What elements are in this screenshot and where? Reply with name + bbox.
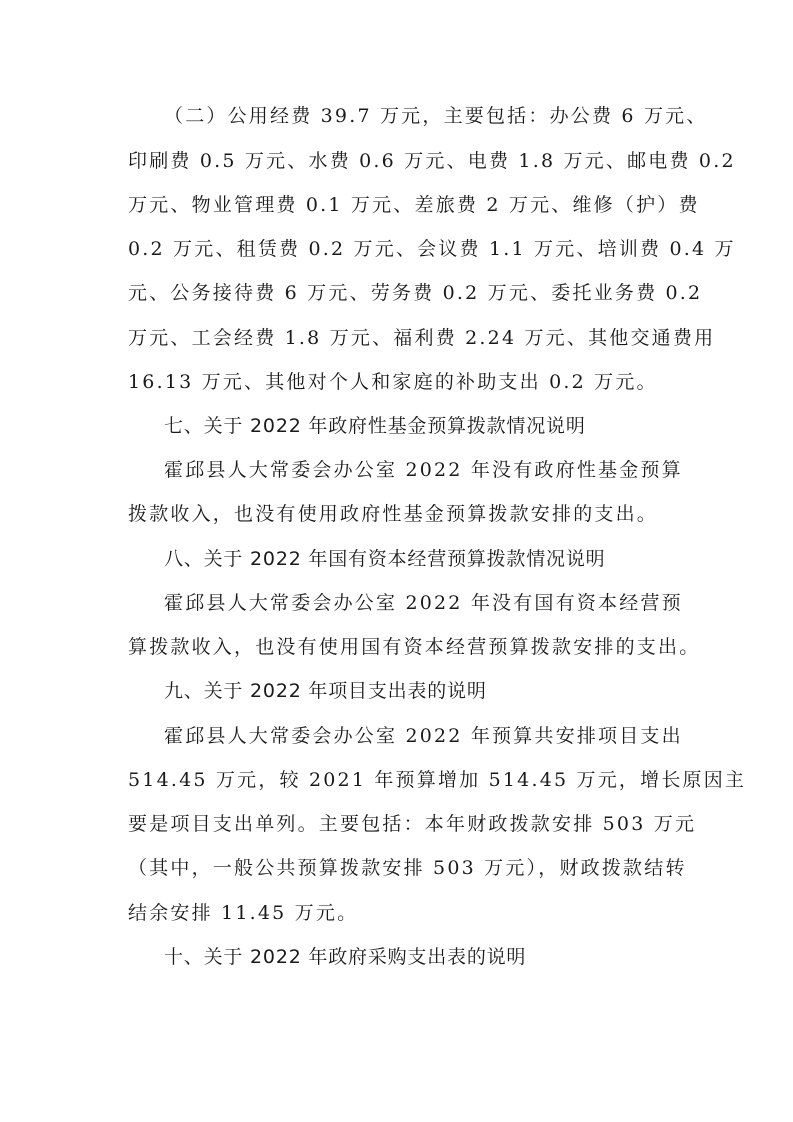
public-funds-line-7: 16.13 万元、其他对个人和家庭的补助支出 0.2 万元。: [128, 371, 658, 393]
public-funds-line-6: 万元、工会经费 1.8 万元、福利费 2.24 万元、其他交通费用: [128, 327, 716, 349]
section-10-heading: 十、关于 2022 年政府采购支出表的说明: [164, 946, 527, 968]
section-8-heading: 八、关于 2022 年国有资本经营预算拨款情况说明: [164, 548, 606, 570]
public-funds-line-5: 元、公务接待费 6 万元、劳务费 0.2 万元、委托业务费 0.2: [128, 282, 703, 304]
section-9-line-5: 结余安排 11.45 万元。: [128, 902, 359, 924]
section-7-line-1: 霍邱县人大常委会办公室 2022 年没有政府性基金预算: [164, 459, 683, 481]
section-9-line-3: 要是项目支出单列。主要包括：本年财政拨款安排 503 万元: [128, 813, 697, 835]
section-9-line-2: 514.45 万元，较 2021 年预算增加 514.45 万元，增长原因主: [128, 769, 747, 791]
public-funds-line-3: 万元、物业管理费 0.1 万元、差旅费 2 万元、维修（护）费: [128, 194, 700, 216]
public-funds-line-2: 印刷费 0.5 万元、水费 0.6 万元、电费 1.8 万元、邮电费 0.2: [128, 150, 736, 172]
public-funds-line-1: （二）公用经费 39.7 万元，主要包括：办公费 6 万元、: [164, 105, 708, 127]
section-9-heading: 九、关于 2022 年项目支出表的说明: [164, 680, 487, 702]
section-8-line-2: 算拨款收入，也没有使用国有资本经营预算拨款安排的支出。: [128, 636, 701, 658]
public-funds-line-4: 0.2 万元、租赁费 0.2 万元、会议费 1.1 万元、培训费 0.4 万: [128, 238, 736, 260]
section-9-line-4: （其中，一般公共预算拨款安排 503 万元），财政拨款结转: [128, 857, 687, 879]
section-7-line-2: 拨款收入，也没有使用政府性基金预算拨款安排的支出。: [128, 503, 659, 525]
section-7-heading: 七、关于 2022 年政府性基金预算拨款情况说明: [164, 415, 586, 437]
section-9-line-1: 霍邱县人大常委会办公室 2022 年预算共安排项目支出: [164, 725, 683, 747]
section-8-line-1: 霍邱县人大常委会办公室 2022 年没有国有资本经营预: [164, 592, 683, 614]
